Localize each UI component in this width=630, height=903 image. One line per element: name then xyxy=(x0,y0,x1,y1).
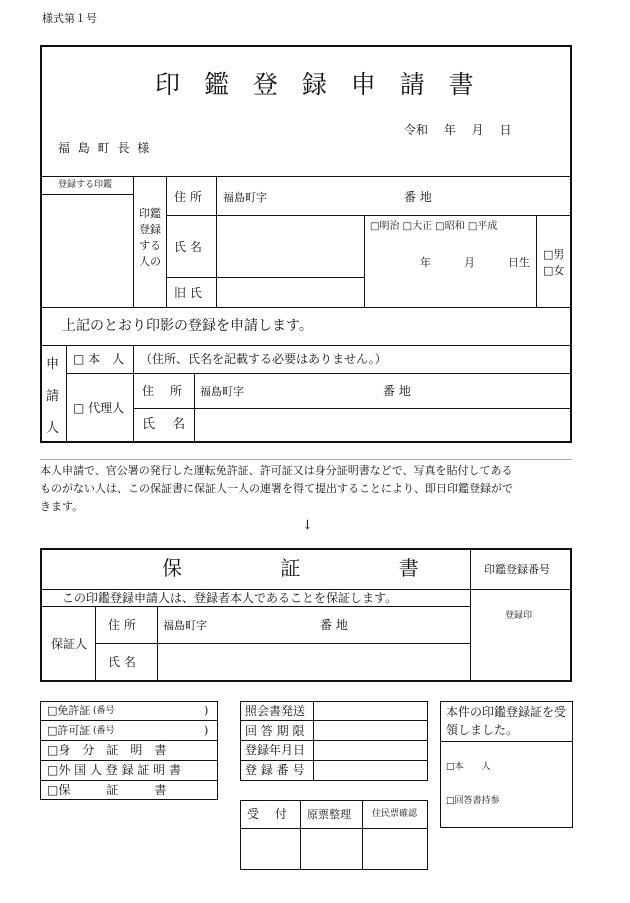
grid-line xyxy=(133,345,134,441)
receipt-text-2: 領しました。 xyxy=(446,723,519,737)
grid-line xyxy=(133,408,570,409)
id-certificate-checkbox[interactable]: □身 分 証 明 書 xyxy=(47,743,167,757)
agent-banchi: 番 地 xyxy=(383,384,411,398)
inquiry-sent-label: 照会書発送 xyxy=(245,704,306,718)
grid-line xyxy=(364,215,365,307)
guarantor-address-value: 福島町字 xyxy=(163,619,207,632)
grid-line xyxy=(313,702,314,780)
received-label: 受 付 xyxy=(247,807,287,821)
license-number-close: ) xyxy=(204,704,209,717)
grid-line xyxy=(95,606,96,680)
grid-line xyxy=(66,373,133,374)
grid-line xyxy=(241,828,427,829)
application-date: 令和 年 月 日 xyxy=(404,123,512,137)
agent-name-label: 氏 名 xyxy=(142,417,186,432)
agent-checkbox[interactable]: □ 代理人 xyxy=(73,401,125,415)
grid-line xyxy=(42,176,570,177)
grid-line xyxy=(41,760,217,761)
guarantor-name-label: 氏 名 xyxy=(108,655,136,669)
grid-line xyxy=(241,720,427,721)
grid-line xyxy=(157,606,158,680)
grid-line xyxy=(241,740,427,741)
grid-line xyxy=(42,606,470,607)
grid-line xyxy=(66,345,67,441)
grid-line xyxy=(216,176,217,307)
license-checkbox[interactable]: □免許証 xyxy=(47,704,91,717)
request-statement: 上記のとおり印影の登録を申請します。 xyxy=(62,318,313,334)
guarantee-title: 保 証 書 xyxy=(162,556,421,580)
applicant-label: 申請人 xyxy=(46,357,60,436)
grid-line xyxy=(41,720,217,721)
reply-due-label: 回 答 期 限 xyxy=(245,724,305,738)
self-checkbox[interactable]: □ 本 人 xyxy=(73,352,125,366)
guarantor-banchi: 番 地 xyxy=(320,618,348,632)
grid-line xyxy=(133,373,570,374)
guarantee-statement: この印鑑登録申請人は、登録者本人であることを保証します。 xyxy=(62,591,398,605)
grid-line xyxy=(194,373,195,441)
name-label: 氏 名 xyxy=(174,240,202,254)
grid-line xyxy=(42,194,133,195)
grid-line xyxy=(41,780,217,781)
grid-line xyxy=(42,307,570,308)
permit-number-close: ) xyxy=(204,724,209,737)
grid-line xyxy=(95,643,470,644)
reg-seal-label: 登録印 xyxy=(505,611,533,621)
female-checkbox[interactable]: □女 xyxy=(543,264,565,277)
old-name-label: 旧 氏 xyxy=(174,286,202,300)
agent-address-value: 福島町字 xyxy=(200,385,244,398)
alien-registration-checkbox[interactable]: □外 国 人 登 録 証 明 書 xyxy=(47,763,182,777)
reg-number-label: 印鑑登録番号 xyxy=(484,563,550,576)
grid-line xyxy=(536,215,537,307)
grid-line xyxy=(166,176,167,307)
era-checkboxes[interactable]: □明治 □大正 □昭和 □平成 xyxy=(370,221,498,232)
address-value: 福島町字 xyxy=(223,191,267,204)
license-number-note: (番号 xyxy=(93,706,115,716)
grid-line xyxy=(441,741,572,742)
addressee: 福 島 町 長 様 xyxy=(58,141,152,155)
guarantor-address-label: 住 所 xyxy=(108,618,136,632)
reg-no-label: 登 録 番 号 xyxy=(245,763,305,777)
guarantee-checkbox[interactable]: □保 証 書 xyxy=(47,783,167,797)
guarantor-label: 保証人 xyxy=(51,637,88,651)
divider xyxy=(40,459,572,460)
grid-line xyxy=(41,740,217,741)
agent-address-label: 住 所 xyxy=(142,384,182,398)
address-banchi: 番 地 xyxy=(404,190,432,204)
receipt-self-checkbox[interactable]: □本 人 xyxy=(446,762,491,772)
grid-line xyxy=(241,760,427,761)
seal-label: 登録する印鑑 xyxy=(58,180,113,190)
receipt-holder-checkbox[interactable]: □回答書持参 xyxy=(446,796,500,806)
grid-line xyxy=(42,589,570,590)
grid-line xyxy=(300,801,301,869)
note-line-1: 本人申請で、官公署の発行した運転免許証、許可証又は身分証明書などで、写真を貼付してある xyxy=(40,464,513,477)
reg-date-label: 登録年月日 xyxy=(245,743,306,757)
grid-line xyxy=(133,176,134,307)
grid-line xyxy=(470,550,471,680)
note-line-2: ものがない人は、この保証書に保証人一人の連署を得て提出することにより、即日印鑑登録がで xyxy=(40,482,513,495)
application-title: 印 鑑 登 録 申 請 書 xyxy=(155,70,482,99)
male-checkbox[interactable]: □男 xyxy=(543,248,565,261)
grid-line xyxy=(42,345,570,346)
self-note: （住所、氏名を記載する必要はありません。） xyxy=(140,352,387,366)
person-label: 印鑑登録する人の xyxy=(139,207,161,268)
down-arrow-icon: ↓ xyxy=(302,518,313,533)
grid-line xyxy=(362,801,363,869)
resident-label: 住民票確認 xyxy=(372,809,418,819)
note-line-3: きます。 xyxy=(40,500,84,513)
permit-checkbox[interactable]: □許可証 xyxy=(47,724,91,737)
application-form xyxy=(40,45,572,443)
permit-number-note: (番号 xyxy=(93,726,115,736)
form-number: 様式第１号 xyxy=(42,12,97,25)
grid-line xyxy=(166,215,570,216)
address-label: 住 所 xyxy=(174,190,202,204)
birth-date: 年 月 日生 xyxy=(420,256,530,269)
ledger-label: 原票整理 xyxy=(307,808,351,821)
grid-line xyxy=(166,277,364,278)
receipt-text-1: 本件の印鑑登録証を受 xyxy=(446,705,567,719)
